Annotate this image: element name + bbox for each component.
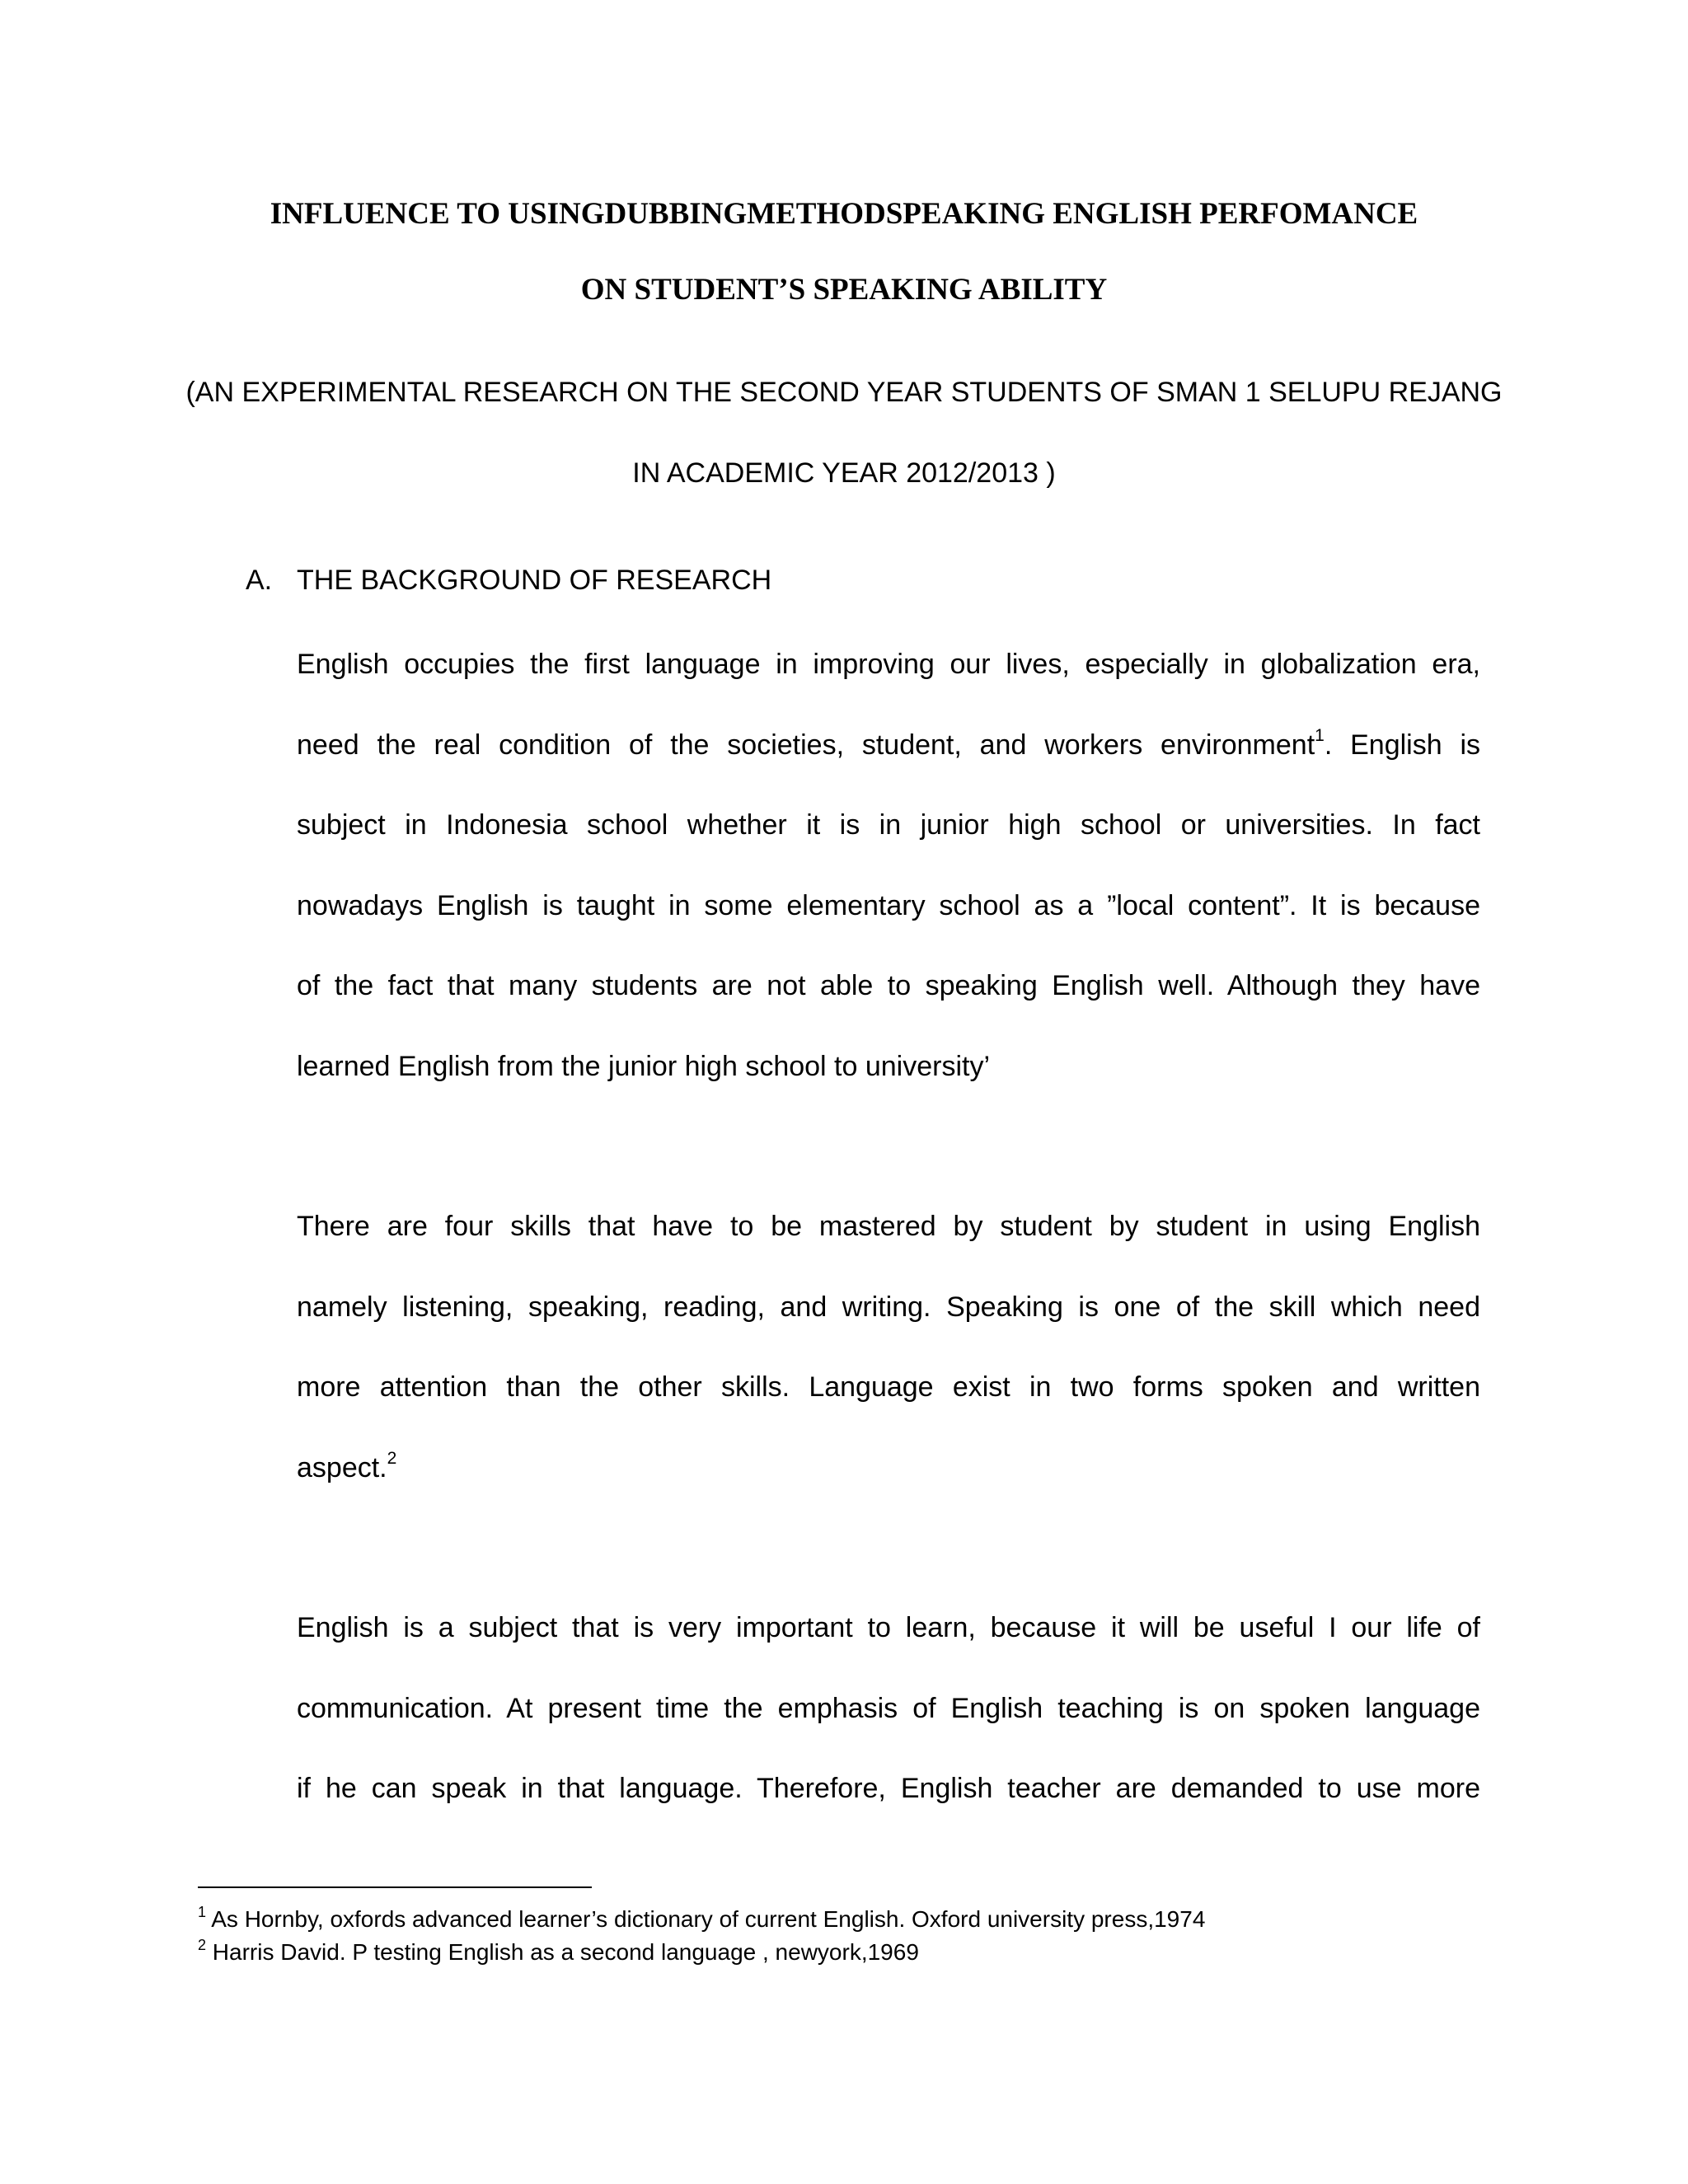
paragraph-line: English is a subject that is very important to learn, because it will be useful I our life of xyxy=(297,1612,1480,1643)
paragraph-line: English occupies the first language in improving our lives, especially in globalization era, xyxy=(297,649,1480,680)
title-line-2: ON STUDENT’S SPEAKING ABILITY xyxy=(580,273,1108,307)
footnote-separator xyxy=(198,1886,592,1888)
footnote-ref-1: 1 xyxy=(1315,725,1325,745)
paragraph-line: subject in Indonesia school whether it is in junior high school or universities. In fact xyxy=(297,809,1480,841)
paragraph-2 xyxy=(297,1187,1480,1508)
footnote-text: As Hornby, oxfords advanced learner’s dictionary of current English. Oxford university press,1974 xyxy=(211,1906,1206,1932)
subtitle-line-1: (AN EXPERIMENTAL RESEARCH ON THE SECOND YEAR STUDENTS OF SMAN 1 SELUPU REJANG xyxy=(185,377,1503,408)
paragraph-line xyxy=(297,705,1480,786)
paragraph-line: of the fact that many students are not able to speaking English well. Although they have xyxy=(297,970,1480,1001)
footnote-1 xyxy=(198,1906,1205,1933)
footnote-text: Harris David. P testing English as a second language , newyork,1969 xyxy=(212,1939,919,1965)
paragraph-line-text: aspect. xyxy=(297,1451,387,1483)
section-heading-text: THE BACKGROUND OF RESEARCH xyxy=(297,565,772,596)
paragraph-line: learned English from the junior high school to university’ xyxy=(297,1050,991,1082)
paragraph-line: if he can speak in that language. Therefore, English teacher are demanded to use more xyxy=(297,1773,1480,1804)
paragraph-line: communication. At present time the emphasis of English teaching is on spoken language xyxy=(297,1692,1480,1724)
footnote-mark: 1 xyxy=(198,1904,207,1920)
paragraph-line-text: need the real condition of the societies, student, and workers environment xyxy=(297,729,1315,761)
paragraph-3 xyxy=(297,1588,1480,1830)
footnote-mark: 2 xyxy=(198,1937,207,1953)
section-heading xyxy=(246,565,771,597)
paragraph-line: There are four skills that have to be mastered by student by student in using English xyxy=(297,1211,1480,1242)
paragraph-line: more attention than the other skills. Language exist in two forms spoken and written xyxy=(297,1371,1480,1403)
footnote-ref-2: 2 xyxy=(387,1448,397,1468)
section-marker: A. xyxy=(246,565,273,596)
paragraph-line xyxy=(297,1428,1480,1509)
footnote-2 xyxy=(198,1939,919,1966)
paragraph-line: namely listening, speaking, reading, and writing. Speaking is one of the skill which need xyxy=(297,1291,1480,1323)
paragraph-1 xyxy=(297,625,1480,1107)
paragraph-line-text: . English is xyxy=(1324,729,1480,761)
subtitle-line-2: IN ACADEMIC YEAR 2012/2013 ) xyxy=(632,457,1056,489)
paragraph-line: nowadays English is taught in some elementary school as a ”local content”. It is because xyxy=(297,889,1480,921)
title-line-1: INFLUENCE TO USINGDUBBINGMETHODSPEAKING ENGLISH PERFOMANCE xyxy=(270,197,1418,231)
